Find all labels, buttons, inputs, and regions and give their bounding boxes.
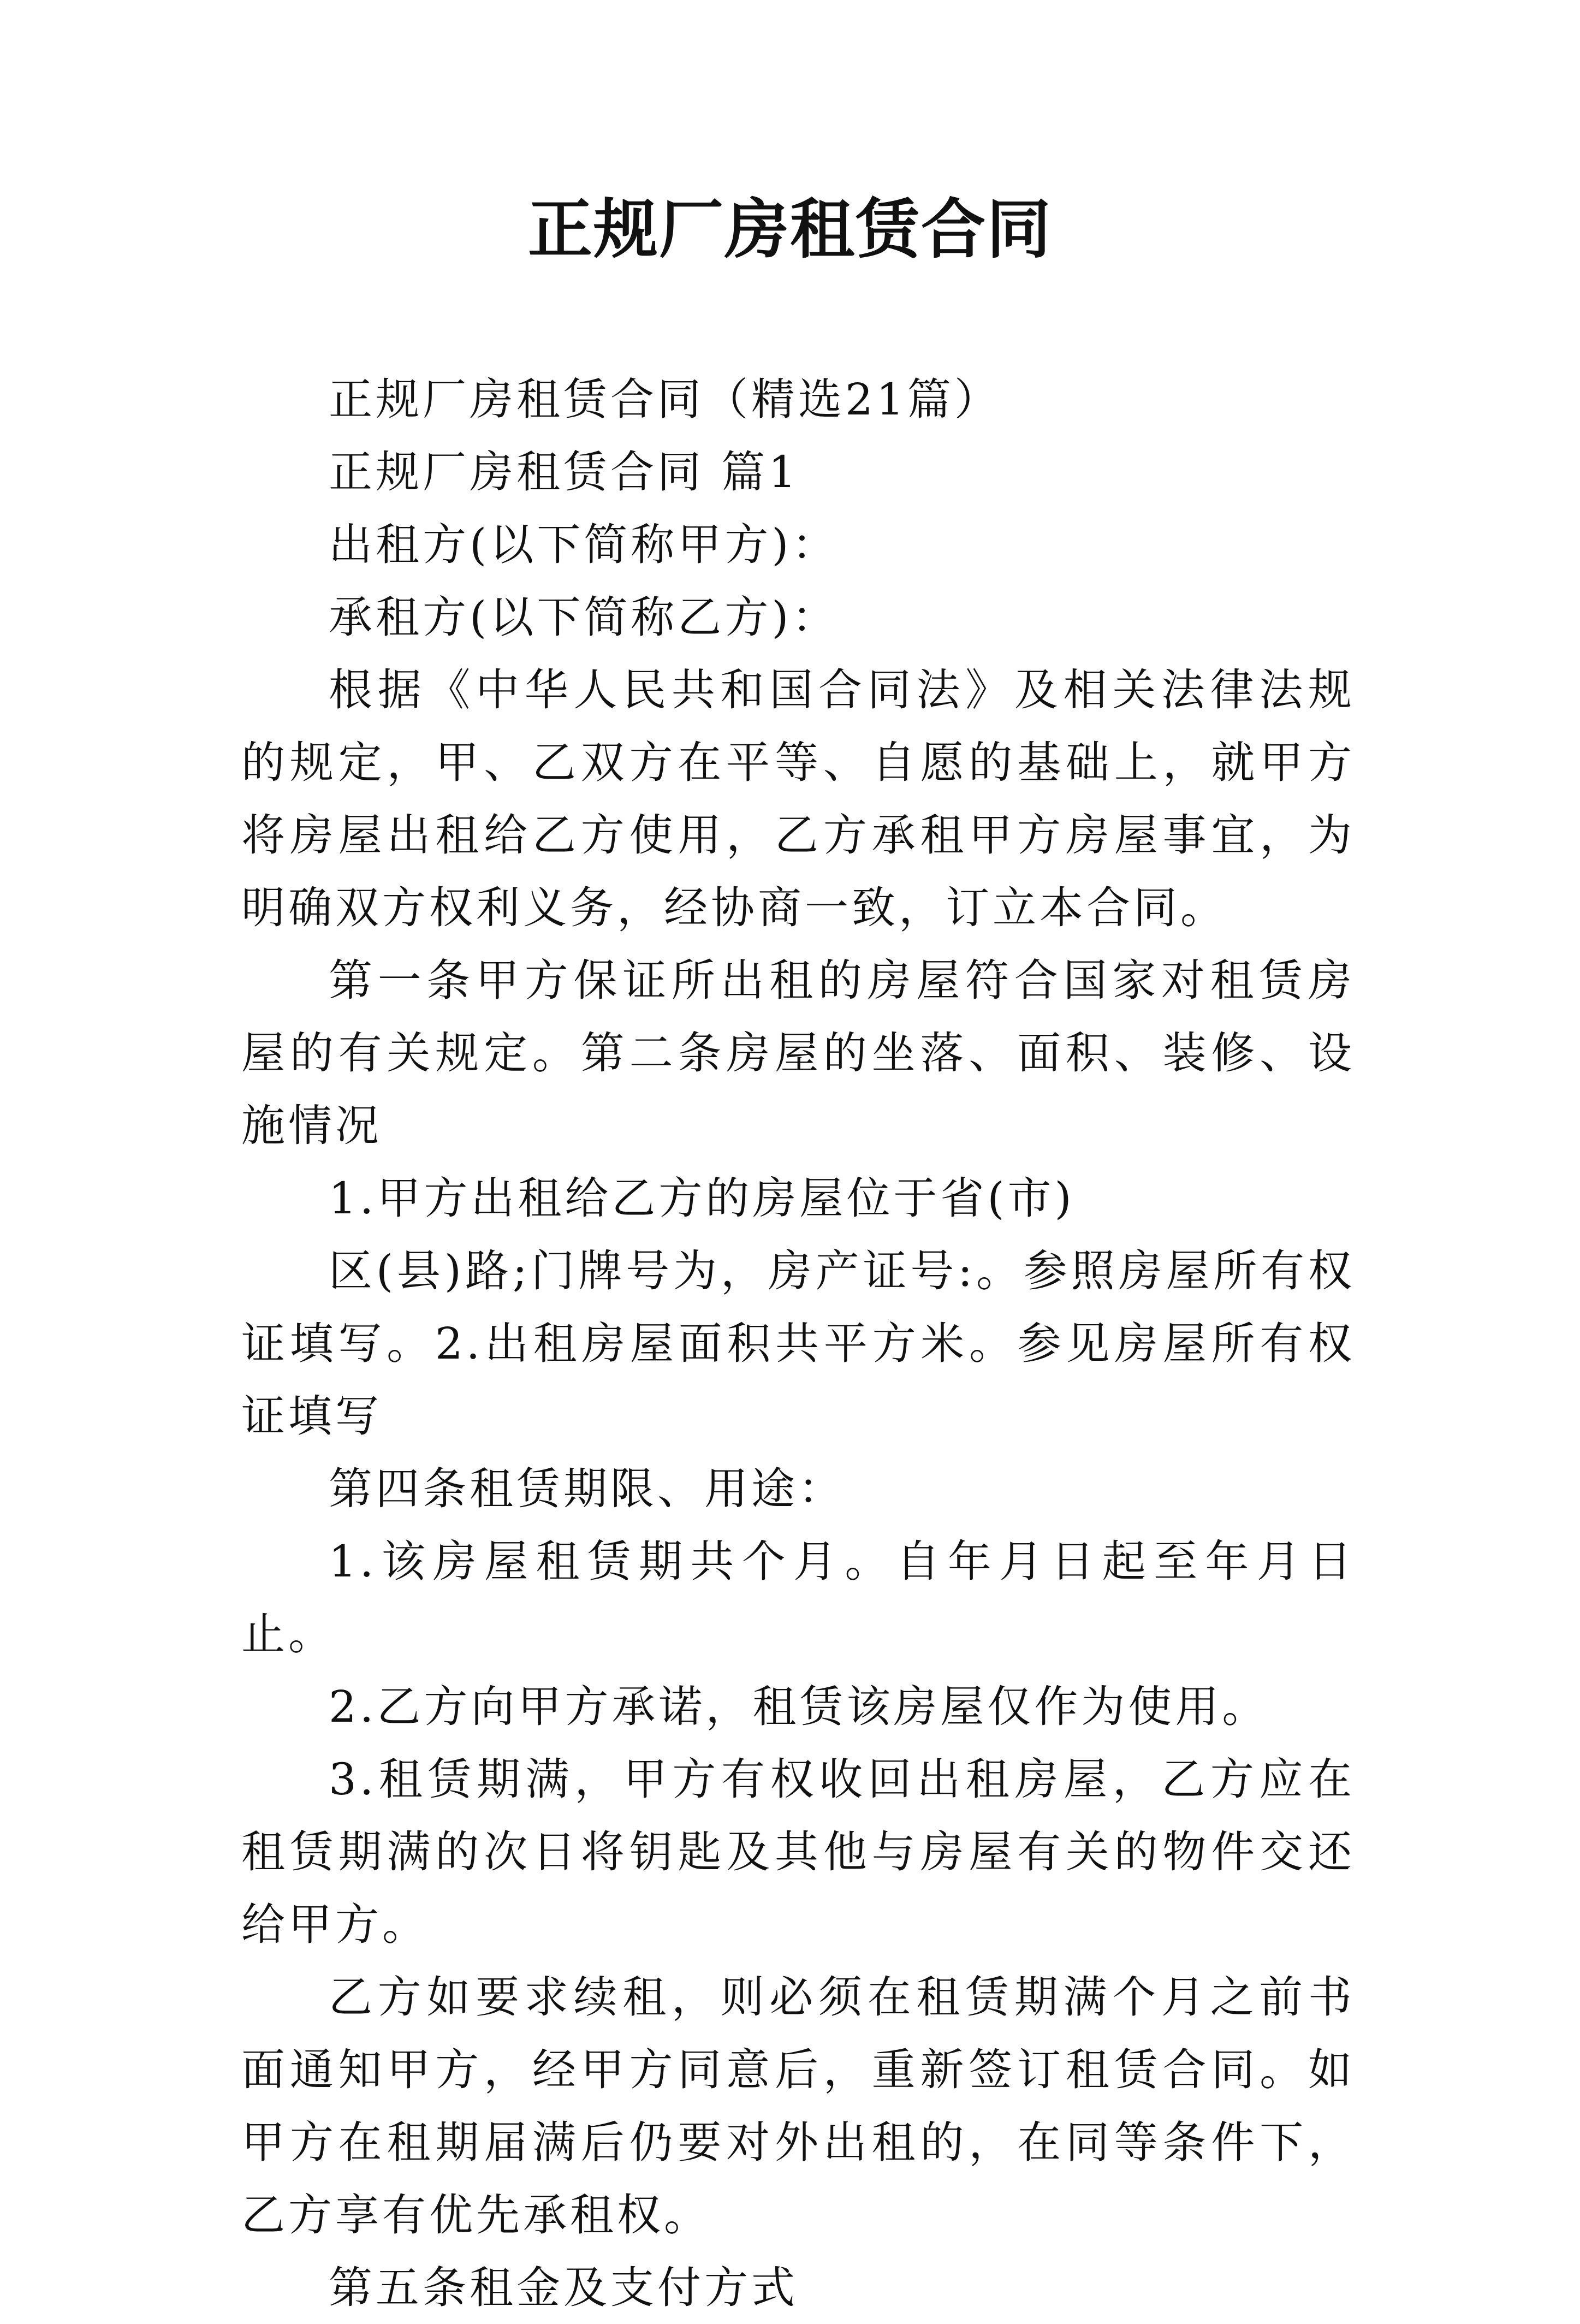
paragraph-clause-5: 第五条租金及支付方式 bbox=[329, 2262, 798, 2313]
paragraph-expiry: 3.租赁期满，甲方有权收回出租房屋，乙方应在租赁期满的次日将钥匙及其他与房屋有关的物件交还给甲方。 bbox=[241, 1754, 1355, 1950]
paragraph-clause-4: 第四条租赁期限、用途： bbox=[329, 1463, 845, 1514]
paragraph-heading-collection: 正规厂房租赁合同（精选21篇） bbox=[329, 374, 1001, 425]
paragraph-clause-1-2: 第一条甲方保证所出租的房屋符合国家对租赁房屋的有关规定。第二条房屋的坐落、面积、装修、设施情况 bbox=[241, 955, 1355, 1151]
paragraph-use: 2.乙方向甲方承诺，租赁该房屋仅作为使用。 bbox=[329, 1681, 1269, 1732]
paragraph-renewal: 乙方如要求续租，则必须在租赁期满个月之前书面通知甲方，经甲方同意后，重新签订租赁合同。如甲方在租期届满后仍要对外出租的，在同等条件下，乙方享有优先承租权。 bbox=[241, 1972, 1355, 2240]
paragraph-address-area: 区(县)路;门牌号为，房产证号:。参照房屋所有权证填写。2.出租房屋面积共平方米。参见房屋所有权证填写 bbox=[241, 1246, 1355, 1442]
paragraph-lessor: 出租方(以下简称甲方)： bbox=[329, 519, 839, 570]
document-body bbox=[241, 363, 1355, 2324]
paragraph-heading-article-1: 正规厂房租赁合同 篇1 bbox=[329, 447, 800, 497]
paragraph-location: 1.甲方出租给乙方的房屋位于省(市) bbox=[329, 1173, 1075, 1224]
paragraph-term: 1.该房屋租赁期共个月。自年月日起至年月日止。 bbox=[241, 1536, 1355, 1659]
document-title: 正规厂房租赁合同 bbox=[527, 191, 1052, 267]
paragraph-preamble: 根据《中华人民共和国合同法》及相关法律法规的规定，甲、乙双方在平等、自愿的基础上，就甲方将房屋出租给乙方使用，乙方承租甲方房屋事宜，为明确双方权利义务，经协商一致，订立本合同。 bbox=[241, 665, 1355, 933]
paragraph-lessee: 承租方(以下简称乙方)： bbox=[329, 592, 839, 643]
